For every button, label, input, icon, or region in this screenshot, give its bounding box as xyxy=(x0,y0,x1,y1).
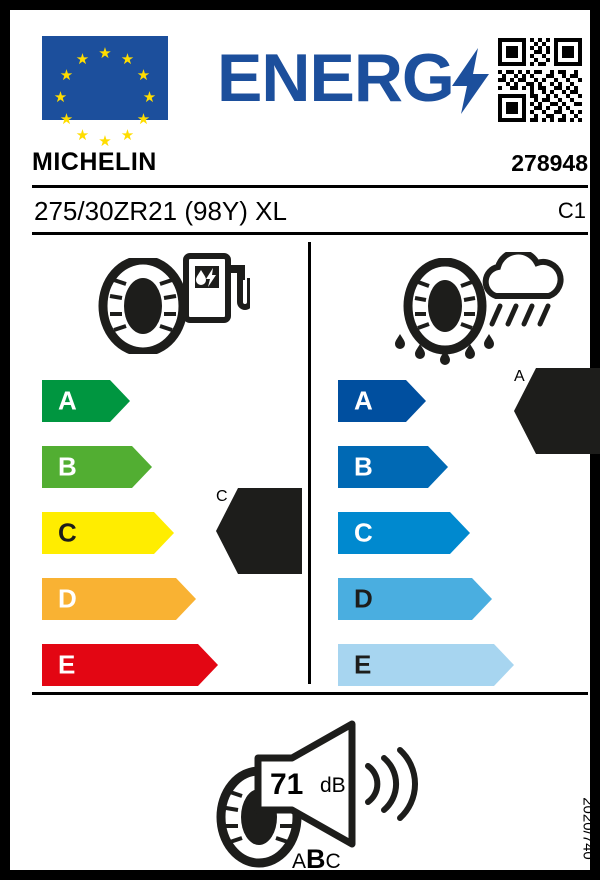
fuel-grade-letter: C xyxy=(58,517,77,548)
lightning-bolt-icon xyxy=(448,48,492,114)
fuel-pump-icon xyxy=(182,250,250,326)
wet-grade-letter: E xyxy=(354,649,372,680)
fuel-result-letter: C xyxy=(216,488,228,505)
wet-grade-e xyxy=(338,644,514,686)
fuel-result-marker xyxy=(216,488,302,574)
tyre-class: C1 xyxy=(557,198,586,223)
noise-unit: dB xyxy=(320,774,346,797)
fuel-grade-d xyxy=(42,578,196,620)
wet-grade-letter: A xyxy=(354,385,373,416)
fuel-grade-letter: D xyxy=(58,583,77,614)
brand-name: MICHELIN xyxy=(32,148,157,176)
divider-noise xyxy=(32,692,588,695)
fuel-grade-letter: E xyxy=(58,649,76,680)
label-code: 278948 xyxy=(511,150,588,176)
rain-cloud-icon xyxy=(476,252,564,336)
tyre-size: 275/30ZR21 (98Y) XL xyxy=(34,196,287,226)
wet-grade-letter: D xyxy=(354,583,373,614)
wet-grade-letter: B xyxy=(354,451,373,482)
wet-grade-letter: C xyxy=(354,517,373,548)
divider-second xyxy=(32,232,588,235)
fuel-grade-a xyxy=(42,380,130,422)
fuel-grade-letter: A xyxy=(58,385,77,416)
qr-code-icon xyxy=(498,38,582,122)
wet-result-letter: A xyxy=(514,368,525,385)
wet-grip-result-marker xyxy=(514,368,600,454)
fuel-grade-e xyxy=(42,644,218,686)
noise-class-a: A xyxy=(292,850,307,873)
column-divider xyxy=(308,242,311,684)
eu-flag-icon: ★ ★ ★ ★ ★ ★ ★ ★ ★ ★ ★ ★ xyxy=(42,36,168,120)
page-title: ENERG xyxy=(217,40,454,116)
fuel-grade-letter: B xyxy=(58,451,77,482)
fuel-grade-c xyxy=(42,512,174,554)
divider-top xyxy=(32,185,588,188)
fuel-grade-b xyxy=(42,446,152,488)
noise-class-c: C xyxy=(325,850,341,873)
wet-grade-a xyxy=(338,380,426,422)
regulation-reference: 2020/740 xyxy=(579,797,597,860)
wet-grade-c xyxy=(338,512,470,554)
wet-grade-b xyxy=(338,446,448,488)
noise-class-scale xyxy=(292,844,341,875)
noise-value: 71 xyxy=(270,768,304,801)
noise-class-current: B xyxy=(306,844,326,874)
wet-grade-d xyxy=(338,578,492,620)
